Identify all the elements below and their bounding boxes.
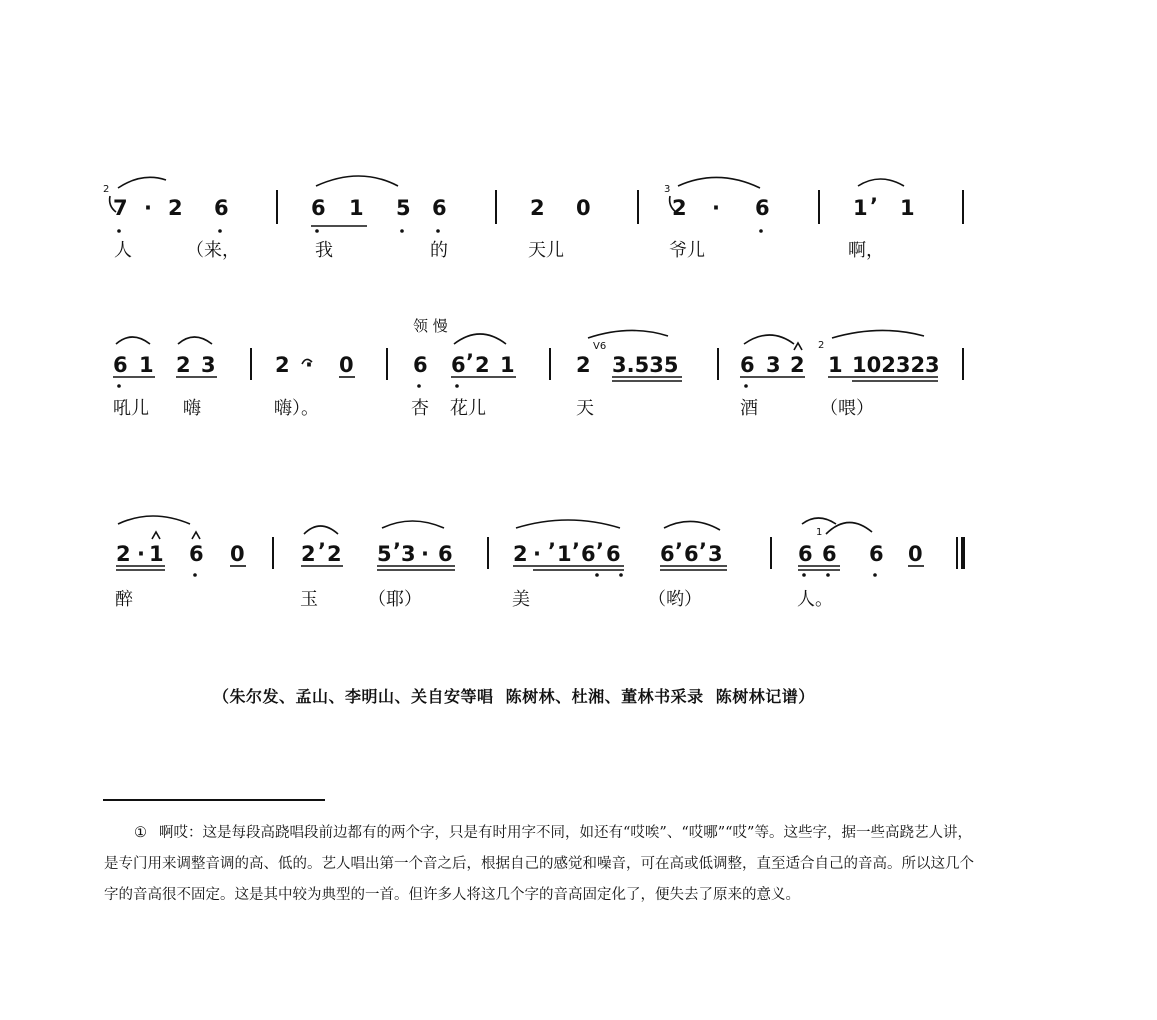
slur [664, 521, 720, 530]
lyric: （喂） [820, 398, 874, 419]
octave-dot [436, 229, 440, 233]
credit-line: （朱尔发、孟山、李明山、关自安等唱 陈树林、杜湘、董林书采录 陈树林记谱） [213, 687, 815, 706]
note-apostrophe: ’ [870, 194, 878, 218]
slur [118, 516, 190, 524]
accent [192, 532, 200, 539]
note-apostrophe: ’ [548, 539, 556, 563]
note: 6 [432, 196, 447, 220]
slur [116, 337, 150, 344]
slur [588, 330, 668, 338]
grace-tie [110, 196, 116, 212]
lyric: 天 [576, 398, 594, 419]
slur [454, 334, 506, 344]
accent [152, 532, 160, 539]
note-dot: · [712, 196, 720, 220]
note: 6 [798, 542, 813, 566]
note: 6 [189, 542, 204, 566]
slur [178, 337, 212, 344]
note-dot: · [137, 542, 145, 566]
octave-dot [744, 384, 748, 388]
note: 3 [401, 542, 416, 566]
note: 3 [708, 542, 723, 566]
note: 6 [822, 542, 837, 566]
note: 2 [475, 353, 490, 377]
note: 5 [396, 196, 411, 220]
note: 6 [660, 542, 675, 566]
lyric: 吼儿 [113, 398, 149, 419]
lyric: 啊， [848, 240, 884, 261]
note: 0 [908, 542, 923, 566]
grace-note: V6 [593, 341, 607, 352]
note: 2 [576, 353, 591, 377]
octave-dot [117, 229, 121, 233]
lyric: 我 [315, 240, 333, 261]
note: 2 [301, 542, 316, 566]
slur [678, 177, 760, 188]
note: 1 [557, 542, 572, 566]
lyric: 嗨）。 [274, 398, 319, 419]
note: 0 [339, 353, 354, 377]
slur [744, 335, 794, 344]
note-dot: · [144, 196, 152, 220]
slur [316, 176, 398, 186]
note-apostrophe: ’ [675, 539, 683, 563]
note: 5 [377, 542, 392, 566]
slur [118, 177, 166, 188]
lyric: 花儿 [450, 398, 486, 419]
note: 6 [214, 196, 229, 220]
slur [516, 520, 620, 528]
octave-dot [802, 573, 806, 577]
lyric: 醉 [115, 589, 133, 610]
note: 3 [766, 353, 781, 377]
note: 6 [684, 542, 699, 566]
note: 1 [349, 196, 364, 220]
lyric: 酒 [740, 398, 758, 419]
lyric: 杏 [411, 398, 429, 419]
note-apostrophe: ’ [596, 539, 604, 563]
lyric: 的 [430, 240, 448, 261]
note: 2 [116, 542, 131, 566]
octave-dot [117, 384, 121, 388]
lyric: 嗨 [183, 398, 201, 419]
footnote [104, 818, 974, 911]
octave-dot [218, 229, 222, 233]
lyric: 玉 [300, 589, 318, 610]
lyric: 天儿 [528, 240, 564, 261]
note-apostrophe: ’ [393, 539, 401, 563]
grace-note: 2 [103, 184, 110, 195]
note: 2 [672, 196, 687, 220]
grace-note: 3 [664, 184, 671, 195]
note: 1 [149, 542, 164, 566]
accent [794, 343, 802, 350]
note: 6 [755, 196, 770, 220]
note: 6 [606, 542, 621, 566]
lyric: （哟） [648, 589, 702, 610]
note: 7 [113, 196, 128, 220]
octave-dot [417, 384, 421, 388]
note: 1 [139, 353, 154, 377]
note: 0 [576, 196, 591, 220]
lyric: （来， [186, 240, 240, 261]
octave-dot [826, 573, 830, 577]
note: 6 [869, 542, 884, 566]
note: 6 [451, 353, 466, 377]
note-apostrophe: ’ [466, 350, 474, 374]
note-dot: · [533, 542, 541, 566]
octave-dot [455, 384, 459, 388]
octave-dot [873, 573, 877, 577]
lyric: 美 [512, 589, 530, 610]
note: 0 [230, 542, 245, 566]
slur [304, 526, 338, 534]
footnote-marker: ① [134, 825, 147, 841]
octave-dot [400, 229, 404, 233]
note-dot: · [305, 353, 313, 377]
note: 1 [500, 353, 515, 377]
note-dot: · [421, 542, 429, 566]
note: 1 [900, 196, 915, 220]
note: 3.535 [612, 353, 679, 377]
lyric: 人。 [797, 589, 833, 610]
octave-dot [595, 573, 599, 577]
octave-dot [759, 229, 763, 233]
octave-dot [193, 573, 197, 577]
lyric: 人 [114, 240, 132, 261]
grace-tie [670, 196, 676, 212]
grace-note: 1 [816, 527, 823, 538]
octave-dot [619, 573, 623, 577]
note: 2 [530, 196, 545, 220]
note: 6 [581, 542, 596, 566]
note: 2 [513, 542, 528, 566]
slur [382, 521, 444, 528]
note: 6 [311, 196, 326, 220]
tempo-marking: 领 慢 [413, 317, 448, 335]
note: 3 [201, 353, 216, 377]
note: 102323 [852, 353, 940, 377]
note: 2 [327, 542, 342, 566]
note: 6 [413, 353, 428, 377]
note-apostrophe: ’ [318, 539, 326, 563]
lyric: 爷儿 [669, 240, 705, 261]
slur [858, 179, 904, 186]
note: 1 [828, 353, 843, 377]
slur [826, 522, 872, 534]
note: 6 [438, 542, 453, 566]
lyric: （耶） [368, 589, 422, 610]
note: 2 [275, 353, 290, 377]
note-apostrophe: ’ [699, 539, 707, 563]
slur [802, 518, 836, 524]
slur [302, 359, 312, 364]
note: 6 [740, 353, 755, 377]
slur [832, 330, 924, 338]
note: 6 [113, 353, 128, 377]
note: 2 [176, 353, 191, 377]
note: 2 [168, 196, 183, 220]
note: 2 [790, 353, 805, 377]
grace-note: 2 [818, 340, 825, 351]
note-apostrophe: ’ [572, 539, 580, 563]
octave-dot [315, 229, 319, 233]
note: 1 [853, 196, 868, 220]
footnote-text: 啊哎：这是每段高跷唱段前边都有的两个字，只是有时用字不同，如还有“哎唉”、“哎哪”“哎”等。这些字，据一些高跷艺人讲，是专门用来调整音调的高、低的。艺人唱出第一个音之后，根据自己的感觉和噪音，可在高或低调整，直至适合自己的音高。所以这几个字的音高很不固定。这是其中较为典型的一首。但许多人将这几个字的音高固定化了，便失去了原来的意义。 [104, 825, 974, 903]
